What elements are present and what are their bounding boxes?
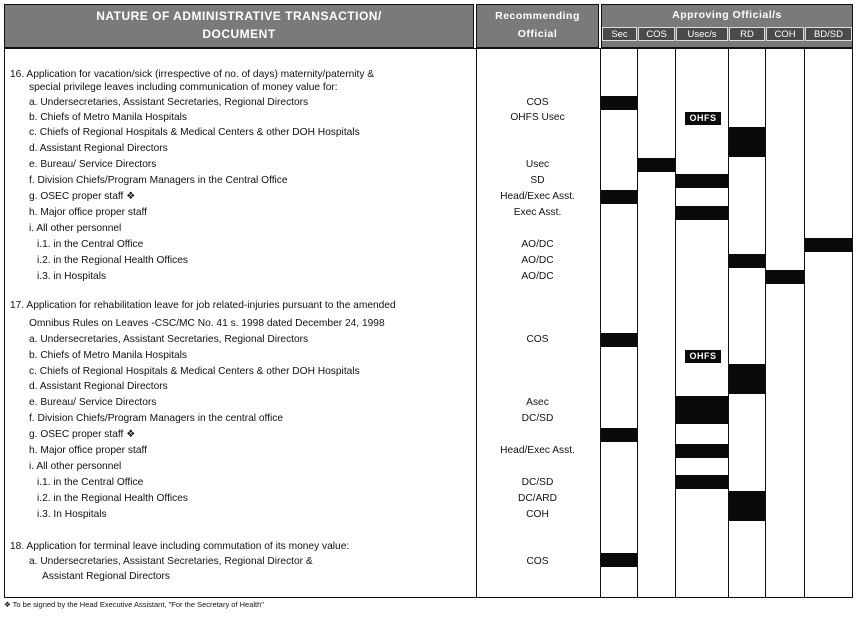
item17-row-i3-rec: COH	[526, 509, 549, 520]
item16-title-line2: special privilege leaves including communication of money value for:	[29, 82, 338, 93]
item17-row-i3: i.3. In Hospitals	[37, 509, 107, 520]
header-recommending-column	[476, 4, 599, 48]
item16-row-i1: i.1. in the Central Office	[37, 239, 144, 250]
approval-mark	[676, 475, 728, 489]
item16-row-a-rec: COS	[526, 97, 549, 108]
item16-title-line1: 16. Application for vacation/sick (irrespective of no. of days) maternity/paternity &	[10, 69, 375, 80]
item16-row-h-rec: Exec Asst.	[513, 207, 562, 218]
item17-row-d: d. Assistant Regional Directors	[29, 381, 168, 392]
item17-title-line1: 17. Application for rehabilitation leave for job related-injuries pursuant to the amended	[10, 300, 396, 311]
item17-row-i1-rec: DC/SD	[521, 477, 554, 488]
header-document-title-line1: NATURE OF ADMINISTRATIVE TRANSACTION/	[96, 9, 382, 23]
item17-row-h-rec: Head/Exec Asst.	[500, 445, 575, 456]
item18-title: 18. Application for terminal leave including commutation of its money value:	[10, 541, 350, 552]
item17-row-c: c. Chiefs of Regional Hospitals & Medical Centers & other DOH Hospitals	[29, 366, 360, 377]
item16-row-i3: i.3. in Hospitals	[37, 271, 107, 282]
item16-row-h: h. Major office proper staff	[29, 207, 147, 218]
approval-mark	[729, 491, 765, 521]
divider	[600, 48, 601, 598]
item17-row-e: e. Bureau/ Service Directors	[29, 397, 157, 408]
ohfs-label: OHFS	[685, 112, 721, 125]
header-document-column	[4, 4, 474, 48]
header-col-coh: COH	[766, 27, 804, 41]
item17-row-i2: i.2. in the Regional Health Offices	[37, 493, 189, 504]
item16-row-i3-rec: AO/DC	[521, 271, 554, 282]
approval-mark	[601, 428, 637, 442]
header-document-title-line2: DOCUMENT	[202, 27, 276, 41]
ohfs-label: OHFS	[685, 350, 721, 363]
header-recommending-line2: Official	[517, 28, 558, 40]
item17-row-g: g. OSEC proper staff ❖	[29, 429, 136, 440]
item16-row-i2: i.2. in the Regional Health Offices	[37, 255, 189, 266]
item17-row-f: f. Division Chiefs/Program Managers in the central office	[29, 413, 284, 424]
item16-row-g: g. OSEC proper staff ❖	[29, 191, 136, 202]
item18-row-a-line1: a. Undersecretaries, Assistant Secretaries, Regional Director &	[29, 556, 313, 567]
approval-mark	[601, 96, 637, 110]
approval-mark	[729, 127, 765, 157]
item16-row-a: a. Undersecretaries, Assistant Secretaries, Regional Directors	[29, 97, 309, 108]
item17-row-e-rec: Asec	[526, 397, 549, 408]
header-col-sec: Sec	[602, 27, 637, 41]
item16-row-i2-rec: AO/DC	[521, 255, 554, 266]
approval-mark	[766, 270, 804, 284]
item16-row-b-rec: OHFS Usec	[510, 112, 565, 123]
approval-mark	[601, 333, 637, 347]
item16-row-g-rec: Head/Exec Asst.	[500, 191, 575, 202]
approval-mark	[805, 238, 852, 252]
item16-row-e: e. Bureau/ Service Directors	[29, 159, 157, 170]
divider	[765, 48, 766, 598]
item17-row-a-rec: COS	[526, 334, 549, 345]
item17-row-i: i. All other personnel	[29, 461, 122, 472]
divider	[804, 48, 805, 598]
item17-row-b: b. Chiefs of Metro Manila Hospitals	[29, 350, 187, 361]
approval-mark	[601, 190, 637, 204]
approval-mark	[676, 396, 728, 424]
item16-row-i1-rec: AO/DC	[521, 239, 554, 250]
item17-title-line2: Omnibus Rules on Leaves -CSC/MC No. 41 s. 1998 dated December 24, 1998	[29, 318, 385, 329]
approval-mark	[676, 206, 728, 220]
item16-row-e-rec: Usec	[525, 159, 550, 170]
item16-row-f-rec: SD	[530, 175, 545, 186]
header-col-rd: RD	[729, 27, 765, 41]
divider	[675, 48, 676, 598]
item18-row-a-line2: Assistant Regional Directors	[42, 571, 170, 582]
footnote: ❖ To be signed by the Head Executive Assistant, "For the Secretary of Health"	[4, 600, 264, 609]
divider	[637, 48, 638, 598]
item16-row-c: c. Chiefs of Regional Hospitals & Medical Centers & other DOH Hospitals	[29, 127, 360, 138]
item17-row-f-rec: DC/SD	[521, 413, 554, 424]
approval-mark	[729, 254, 765, 268]
item17-row-i2-rec: DC/ARD	[517, 493, 558, 504]
item17-row-i1: i.1. in the Central Office	[37, 477, 144, 488]
header-approving-title: Approving Official/s	[672, 9, 782, 21]
approval-mark	[601, 553, 637, 567]
approval-mark	[676, 444, 728, 458]
approval-mark	[638, 158, 675, 172]
item17-row-a: a. Undersecretaries, Assistant Secretaries, Regional Directors	[29, 334, 309, 345]
item17-row-h: h. Major office proper staff	[29, 445, 147, 456]
header-recommending-line1: Recommending	[495, 10, 580, 22]
header-col-bdsd: BD/SD	[805, 27, 852, 41]
item16-row-f: f. Division Chiefs/Program Managers in the Central Office	[29, 175, 288, 186]
item16-row-d: d. Assistant Regional Directors	[29, 143, 168, 154]
header-col-cos: COS	[638, 27, 675, 41]
approval-mark	[676, 174, 728, 188]
item18-row-a-rec: COS	[526, 556, 549, 567]
approval-mark	[729, 364, 765, 394]
header-col-usecs: Usec/s	[676, 27, 728, 41]
item16-row-b: b. Chiefs of Metro Manila Hospitals	[29, 112, 187, 123]
item16-row-i: i. All other personnel	[29, 223, 122, 234]
